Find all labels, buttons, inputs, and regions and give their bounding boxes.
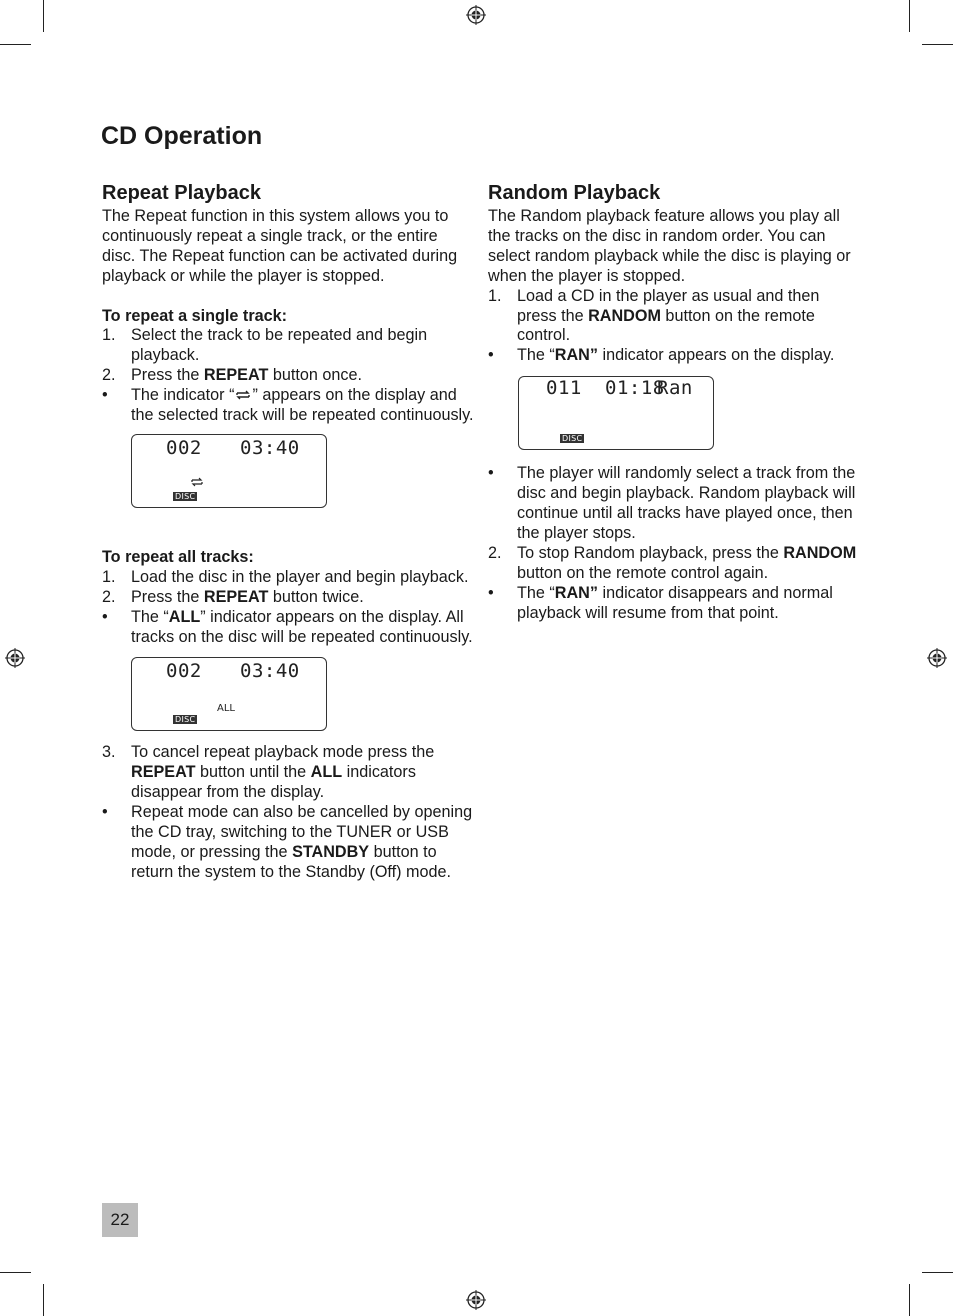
lcd-display-repeat-one [131,434,327,508]
lcd-all-indicator: ALL [217,703,235,715]
lcd-time: 03:40 [240,660,300,683]
list-item: 3. To cancel repeat playback mode press the REPEAT button until the ALL indicators disappear from the display. [102,743,435,802]
registration-mark-icon [5,648,25,668]
list-marker: 2. [488,543,502,562]
lcd-random-indicator: Ran [657,377,693,400]
repeat-intro: The Repeat function in this system allows you to continuously repeat a single track, or the entire disc. The Repeat function can be activated during playback or while the player is stopped. [102,207,458,285]
repeat-playback-section [102,180,474,883]
crop-mark [0,1272,31,1273]
crop-mark [43,1284,44,1316]
lcd-time: 01:18 [605,377,665,400]
lcd-track: 002 [166,660,202,683]
list-marker: • [488,583,494,602]
list-item: 1. Select the track to be repeated and begin playback. [102,326,428,365]
crop-mark [909,1284,910,1316]
lcd-time: 03:40 [240,436,300,459]
page-title: CD Operation [101,122,263,150]
lcd-track: 002 [166,436,202,459]
list-marker: 2. [102,366,116,385]
list-marker: 3. [102,743,116,762]
disc-badge: DISC [562,434,583,444]
list-item: 2. Press the REPEAT button once. [102,366,362,385]
list-marker: • [488,346,494,365]
lcd-display-random [518,376,714,450]
all-tracks-heading: To repeat all tracks: [102,547,254,566]
list-marker: 1. [488,286,502,305]
list-item: 1. Load the disc in the player and begin playback. [102,567,469,586]
page-number: 22 [102,1203,138,1237]
random-intro: The Random playback feature allows you play all the tracks on the disc in random order. You can select random playback while the disc is playing or when the player is stopped. [488,207,851,285]
list-item: • The “RAN” indicator disappears and normal playback will resume from that point. [488,583,833,622]
single-track-heading: To repeat a single track: [102,306,288,325]
list-marker: • [102,607,108,626]
list-item: 2. Press the REPEAT button twice. [102,587,364,606]
list-marker: 1. [102,567,116,586]
list-item: • Repeat mode can also be cancelled by opening the CD tray, switching to the TUNER or USB mode, or pressing the STANDBY button to return the system to the Standby (Off) mode. [102,803,473,881]
registration-mark-icon [466,1290,486,1310]
list-item: • The indicator “ ” appears on the display and the selected track will be repeated continuously. [102,386,474,425]
random-playback-section [488,180,860,624]
registration-mark-icon [927,648,947,668]
crop-mark [922,44,953,45]
repeat-icon [190,477,204,487]
list-marker: • [102,803,108,822]
random-heading: Random Playback [488,182,661,204]
disc-badge: DISC [175,491,196,501]
list-item: 1. Load a CD in the player as usual and then press the RANDOM button on the remote control. [488,286,820,345]
list-item: • The “RAN” indicator appears on the display. [488,346,835,365]
lcd-track: 011 [546,377,582,400]
list-item: 2. To stop Random playback, press the RANDOM button on the remote control again. [488,543,857,582]
crop-mark [43,0,44,32]
crop-mark [0,44,31,45]
list-item: • The player will randomly select a track from the disc and begin playback. Random playback will continue until all tracks have played once, then the player stops. [488,464,856,542]
lcd-display-repeat-all [131,657,327,731]
repeat-heading: Repeat Playback [102,182,261,204]
repeat-icon [234,389,252,401]
disc-badge: DISC [175,715,196,725]
list-marker: 1. [102,326,116,345]
list-marker: • [102,386,108,405]
crop-mark [909,0,910,32]
crop-mark [922,1272,953,1273]
registration-mark-icon [466,5,486,25]
list-item: • The “ALL” indicator appears on the display. All tracks on the disc will be repeated continuously. [102,607,473,646]
list-marker: • [488,464,494,483]
list-marker: 2. [102,587,116,606]
